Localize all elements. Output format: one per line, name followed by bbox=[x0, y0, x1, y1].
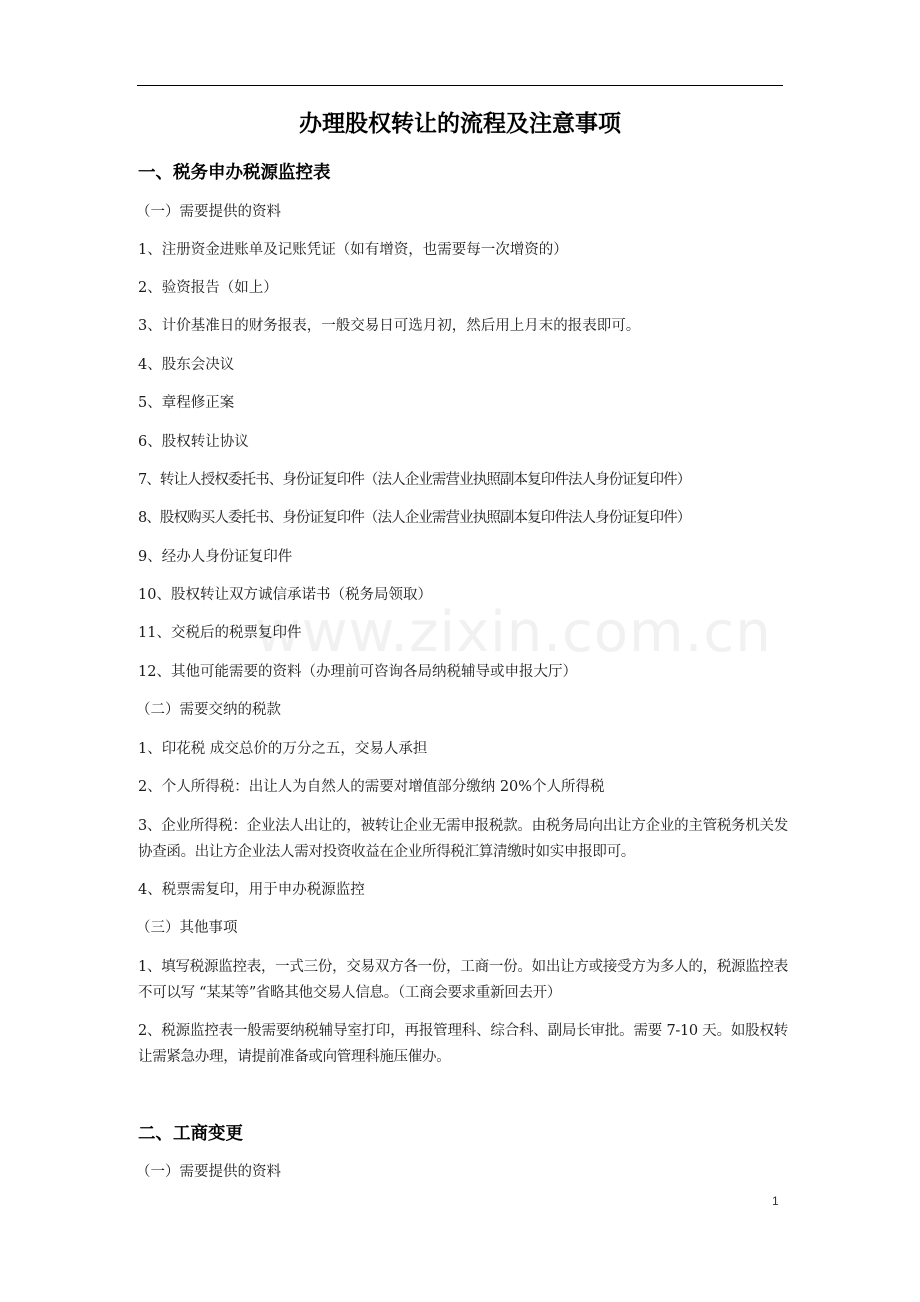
list-item: 3、计价基准日的财务报表，一般交易日可选月初，然后用上月末的报表即可。 bbox=[138, 318, 641, 334]
section-heading-business-change: 二、工商变更 bbox=[138, 1124, 243, 1144]
section-heading-tax: 一、税务申办税源监控表 bbox=[138, 163, 331, 183]
subsection-heading-required-materials-2: （一）需要提供的资料 bbox=[136, 1164, 281, 1180]
list-item: 4、股东会决议 bbox=[138, 357, 235, 373]
subsection-heading-taxes: （二）需要交纳的税款 bbox=[136, 702, 281, 718]
list-item: 3、企业所得税：企业法人出让的，被转让企业无需申报税款。由税务局向出让方企业的主管税务机关发协查函。出让方企业法人需对投资收益在企业所得税汇算清缴时如实申报即可。 bbox=[138, 818, 788, 860]
subsection-heading-required-materials: （一）需要提供的资料 bbox=[136, 204, 281, 220]
page-title: 办理股权转让的流程及注意事项 bbox=[299, 110, 621, 137]
list-item: 8、股权购买人委托书、身份证复印件（法人企业需营业执照副本复印件法人身份证复印件） bbox=[138, 510, 691, 526]
list-item: 5、章程修正案 bbox=[138, 395, 235, 411]
header-rule bbox=[137, 85, 783, 86]
list-item: 11、交税后的税票复印件 bbox=[138, 625, 302, 641]
subsection-heading-other-matters: （三）其他事项 bbox=[136, 920, 238, 936]
list-item: 2、验资报告（如上） bbox=[138, 280, 278, 296]
list-item: 7、转让人授权委托书、身份证复印件（法人企业需营业执照副本复印件法人身份证复印件） bbox=[138, 472, 691, 488]
list-item: 12、其他可能需要的资料（办理前可咨询各局纳税辅导或申报大厅） bbox=[138, 664, 577, 680]
list-item: 10、股权转让双方诚信承诺书（税务局领取） bbox=[138, 587, 432, 603]
list-item: 2、税源监控表一般需要纳税辅导室打印，再报管理科、综合科、副局长审批。需要 7-10 天。如股权转让需紧急办理，请提前准备或向管理科施压催办。 bbox=[138, 1023, 788, 1065]
list-item: 1、注册资金进账单及记账凭证（如有增资，也需要每一次增资的） bbox=[138, 242, 568, 258]
list-item: 6、股权转让协议 bbox=[138, 434, 249, 450]
watermark: www.zixin.com.cn bbox=[255, 600, 772, 665]
page-number: 1 bbox=[772, 1194, 779, 1208]
list-item: 9、经办人身份证复印件 bbox=[138, 549, 293, 565]
list-item: 1、填写税源监控表，一式三份，交易双方各一份，工商一份。如出让方或接受方为多人的，税源监控表不可以写 “某某等”省略其他交易人信息。（工商会要求重新回去开） bbox=[138, 959, 788, 1001]
list-item: 4、税票需复印，用于申办税源监控 bbox=[138, 882, 365, 898]
list-item: 2、个人所得税：出让人为自然人的需要对增值部分缴纳 20%个人所得税 bbox=[138, 779, 605, 795]
list-item: 1、印花税 成交总价的万分之五，交易人承担 bbox=[138, 741, 428, 757]
